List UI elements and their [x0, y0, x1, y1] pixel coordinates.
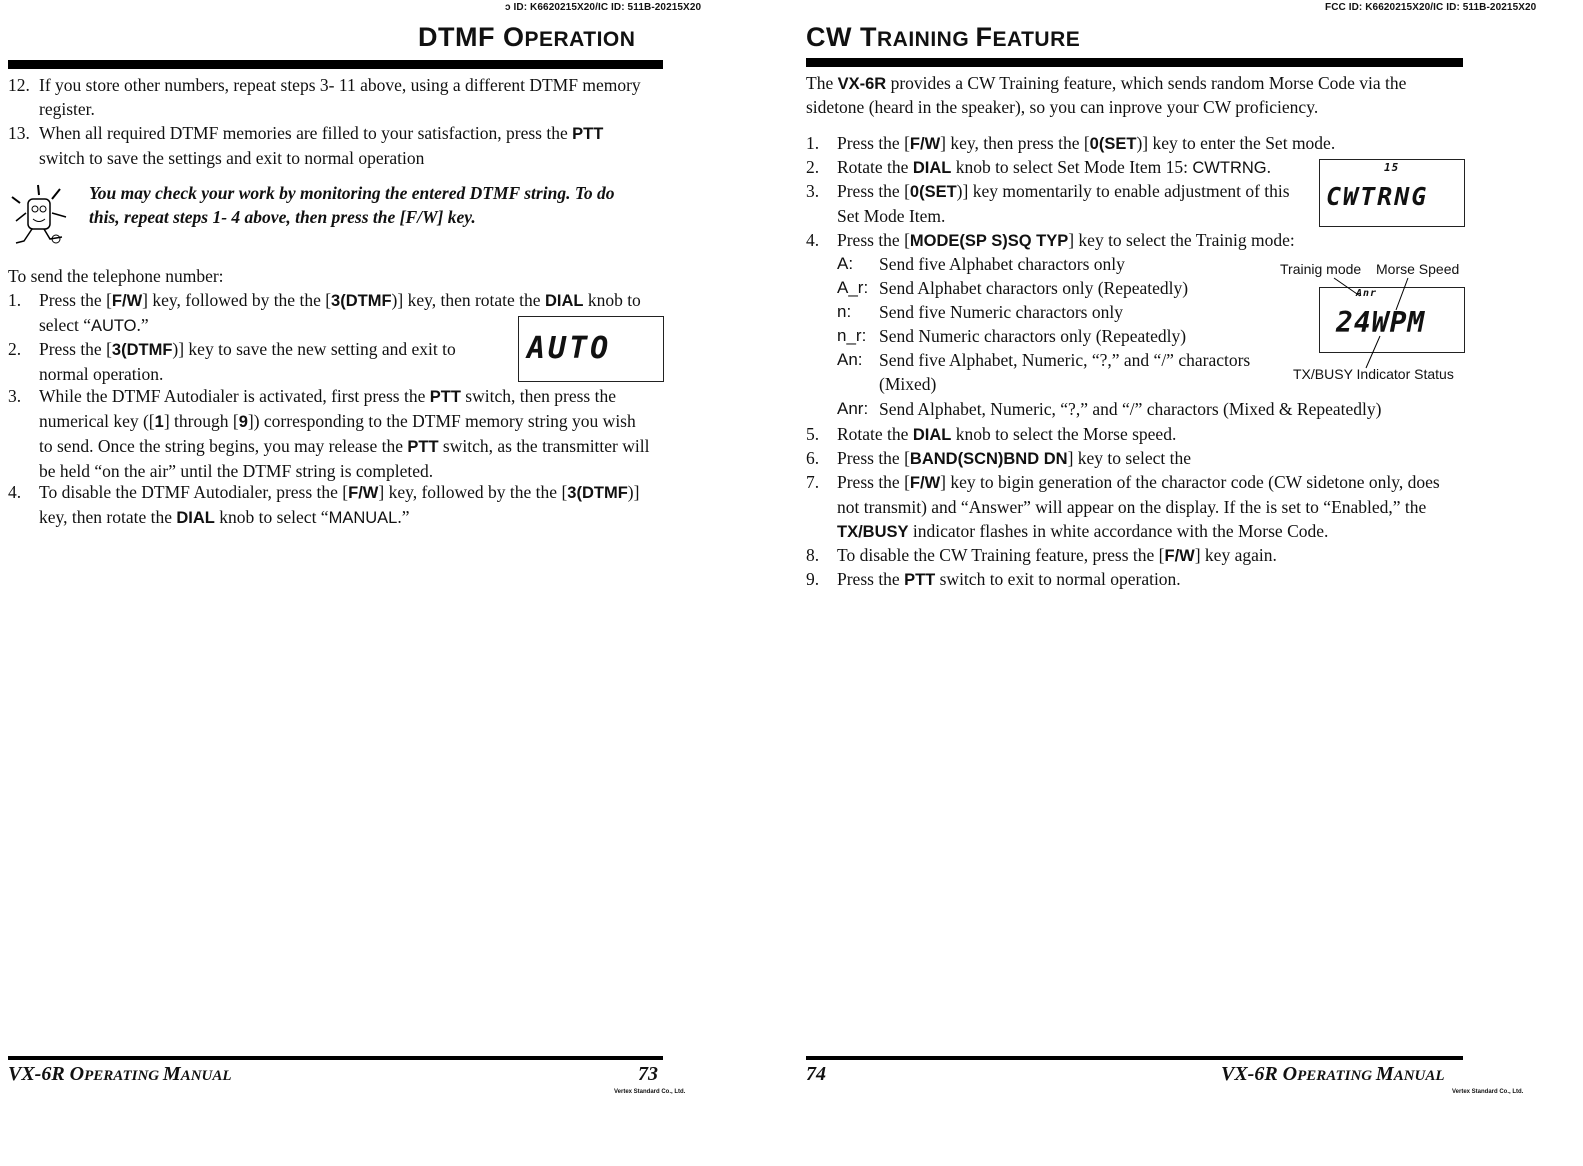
- mascot-note-icon: [8, 183, 76, 249]
- left-page: [0, 0, 720, 1166]
- lcd-display-wpm: Anr 24WPM: [1319, 287, 1465, 353]
- step-6: 6. Press the [BAND(SCN)BND DN] key to select the: [806, 448, 1191, 468]
- step-7: 7. Press the [F/W] key to bigin generation of the charactor code (CW sidetone only, does not transmit) and “Answer” will appear on the display. If the is set to “Enabled,” the TX/BUSY indicator flashes in white accordance with the Morse Code.: [806, 472, 1440, 541]
- mode-item-n: n: Send five Numeric charactors only: [837, 302, 1123, 322]
- footer-manual-title: VX-6R OPERATING MANUAL: [8, 1063, 232, 1085]
- footer-rule: [806, 1056, 1463, 1060]
- diagram-pointer-lines: [1320, 276, 1470, 370]
- mode-item-an: An: Send five Alphabet, Numeric, “?,” and “/” charactors (Mixed): [837, 350, 1251, 394]
- footer-manual-title: VX-6R OPERATING MANUAL: [1221, 1063, 1445, 1085]
- note-line-2: this, repeat steps 1- 4 above, then press the [F/W] key.: [89, 207, 476, 227]
- title-rule: [8, 60, 663, 69]
- step-1: 1. Press the [F/W] key, then press the [0(SET)] key to enter the Set mode.: [806, 133, 1336, 153]
- step-9: 9. Press the PTT switch to exit to normal operation.: [806, 569, 1181, 589]
- mode-item-a-r: A_r: Send Alphabet charactors only (Repeatedly): [837, 278, 1189, 298]
- page-title: DTMF OPERATION: [418, 22, 636, 52]
- list-item-13: 13. When all required DTMF memories are filled to your satisfaction, press the PTT switch to save the settings and exit to normal operation: [8, 123, 604, 168]
- fcc-id-label: ɔ ID: K6620215X20/IC ID: 511B-20215X20: [505, 2, 702, 13]
- step-8: 8. To disable the CW Training feature, press the [F/W] key again.: [806, 545, 1277, 565]
- right-page: [800, 0, 1583, 1166]
- mode-item-anr: Anr: Send Alphabet, Numeric, “?,” and “/” charactors (Mixed & Repeatedly): [837, 399, 1382, 419]
- note-line-1: You may check your work by monitoring the entered DTMF string. To do: [89, 183, 615, 203]
- lcd-display-cwtrng: 15 CWTRNG: [1319, 159, 1465, 227]
- mode-item-a: A: Send five Alphabet charactors only: [837, 254, 1125, 274]
- list-item-12: 12. If you store other numbers, repeat steps 3- 11 above, using a different DTMF memory register.: [8, 75, 641, 119]
- label-training-mode: Trainig mode: [1280, 261, 1362, 277]
- page-number: 74: [806, 1063, 826, 1085]
- step-3: 3. Press the [0(SET)] key momentarily to enable adjustment of this Set Mode Item.: [806, 181, 1290, 226]
- vertex-credit: Vertex Standard Co., Ltd.: [614, 1089, 686, 1095]
- page-title: CW TRAINING FEATURE: [806, 22, 1081, 52]
- list-item-3: 3. While the DTMF Autodialer is activated, first press the PTT switch, then press the numerical key ([1] through [9]) corresponding to the DTMF memory string you wish to send. Once the string begins, you may release the PTT switch, as the transmitter will be held “on the air” until the DTMF string is completed.: [8, 386, 650, 481]
- step-5: 5. Rotate the DIAL knob to select the Morse speed.: [806, 424, 1177, 444]
- fcc-id-label: FCC ID: K6620215X20/IC ID: 511B-20215X20: [1325, 2, 1537, 13]
- list-item-4: 4. To disable the DTMF Autodialer, press the [F/W] key, followed by the the [3(DTMF)] key, then rotate the DIAL knob to select “MANUAL.”: [8, 482, 640, 527]
- footer-rule: [8, 1056, 663, 1060]
- vertex-credit: Vertex Standard Co., Ltd.: [1452, 1089, 1524, 1095]
- list-item-1: 1. Press the [F/W] key, followed by the the [3(DTMF)] key, then rotate the DIAL knob to select “AUTO.”: [8, 290, 641, 335]
- intro-line-2: sidetone (heard in the speaker), so you can inprove your CW proficiency.: [806, 97, 1319, 117]
- mode-item-n-r: n_r: Send Numeric charactors only (Repeatedly): [837, 326, 1187, 346]
- step-4: 4. Press the [MODE(SP S)SQ TYP] key to select the Trainig mode:: [806, 230, 1295, 250]
- label-morse-speed: Morse Speed: [1376, 261, 1460, 277]
- title-rule: [806, 58, 1463, 67]
- list-item-2: 2. Press the [3(DTMF)] key to save the new setting and exit to normal operation.: [8, 339, 456, 384]
- lcd-display-auto: AUTO: [518, 316, 664, 382]
- step-2: 2. Rotate the DIAL knob to select Set Mode Item 15: CWTRNG.: [806, 157, 1271, 177]
- label-txbusy-status: TX/BUSY Indicator Status: [1293, 366, 1454, 382]
- page-number: 73: [638, 1063, 658, 1085]
- send-intro: To send the telephone number:: [8, 266, 224, 286]
- intro-line-1: The VX-6R provides a CW Training feature, which sends random Morse Code via the: [806, 73, 1407, 93]
